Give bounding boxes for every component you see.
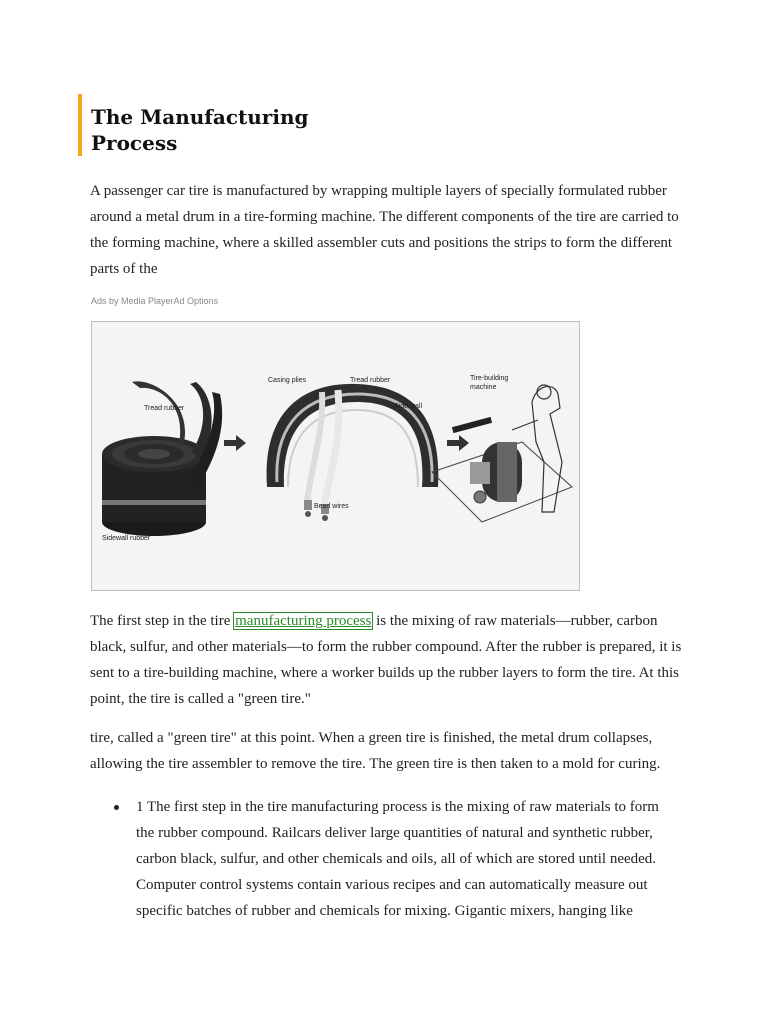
title-line-1: The Manufacturing	[91, 105, 309, 129]
tire-diagram	[92, 322, 579, 590]
ads-label[interactable]: Ads by Media PlayerAd Options	[91, 296, 219, 306]
label-sidewall-rubber: Sidewall rubber	[102, 535, 151, 542]
process-paragraph	[90, 608, 690, 712]
title-line-2: Process	[91, 131, 178, 155]
tire-building-machine	[432, 385, 572, 522]
manufacturing-process-link[interactable]: manufacturing process	[235, 613, 372, 629]
label-side-wall: Side wall	[394, 403, 423, 410]
label-tread-rubber-mid: Tread rubber	[350, 377, 391, 384]
green-tire-paragraph: tire, called a "green tire" at this point. When a green tire is finished, the metal drum collapses, allowing the tire assembler to remove the tire. The green tire is then taken to a mold for curing.	[90, 730, 661, 772]
label-tire-building-2: machine	[470, 384, 497, 391]
label-tread-rubber-left: Tread rubber	[144, 405, 185, 412]
list-item-text: 1 The first step in the tire manufacturing process is the mixing of raw materials to form the rubber compound. Railcars deliver large quantities of natural and synthetic rubber, carbon black, sulfur, and other chemicals and oils, all of which are stored until needed. Computer control systems contain various recipes and can automatically measure out specific batches of rubber and chemicals for mixing. Gigantic mixers, hanging like	[136, 799, 659, 919]
tire-manufacturing-figure	[91, 321, 580, 591]
label-bead-wires: Bead wires	[314, 503, 349, 510]
process-paragraph-rest: is the mixing of raw materials—rubber, carbon black, sulfur, and other materials—to form the rubber compound. After the rubber is prepared, it is sent to a tire-building machine, where a worker builds up the rubber layers to form the tire. At this point, the tire is called a "green tire."	[90, 613, 682, 707]
process-paragraph-start: The first step in the tire	[90, 613, 235, 629]
list-item	[114, 794, 674, 924]
intro-paragraph: A passenger car tire is manufactured by wrapping multiple layers of specially formulated rubber around a metal drum in a tire-forming machine. The different components of the tire are carried to the forming machine, where a skilled assembler cuts and positions the strips to form the different parts of the	[90, 183, 679, 277]
bullet-dot-icon	[114, 805, 119, 810]
label-tire-building-1: Tire-building	[470, 375, 509, 382]
steps-list	[114, 794, 674, 924]
arrow-1	[224, 435, 246, 451]
label-casing-plies: Casing plies	[268, 377, 307, 384]
section-heading	[78, 94, 338, 156]
arrow-2	[447, 435, 469, 451]
page-title	[91, 104, 308, 156]
heading-accent-bar	[78, 94, 82, 156]
